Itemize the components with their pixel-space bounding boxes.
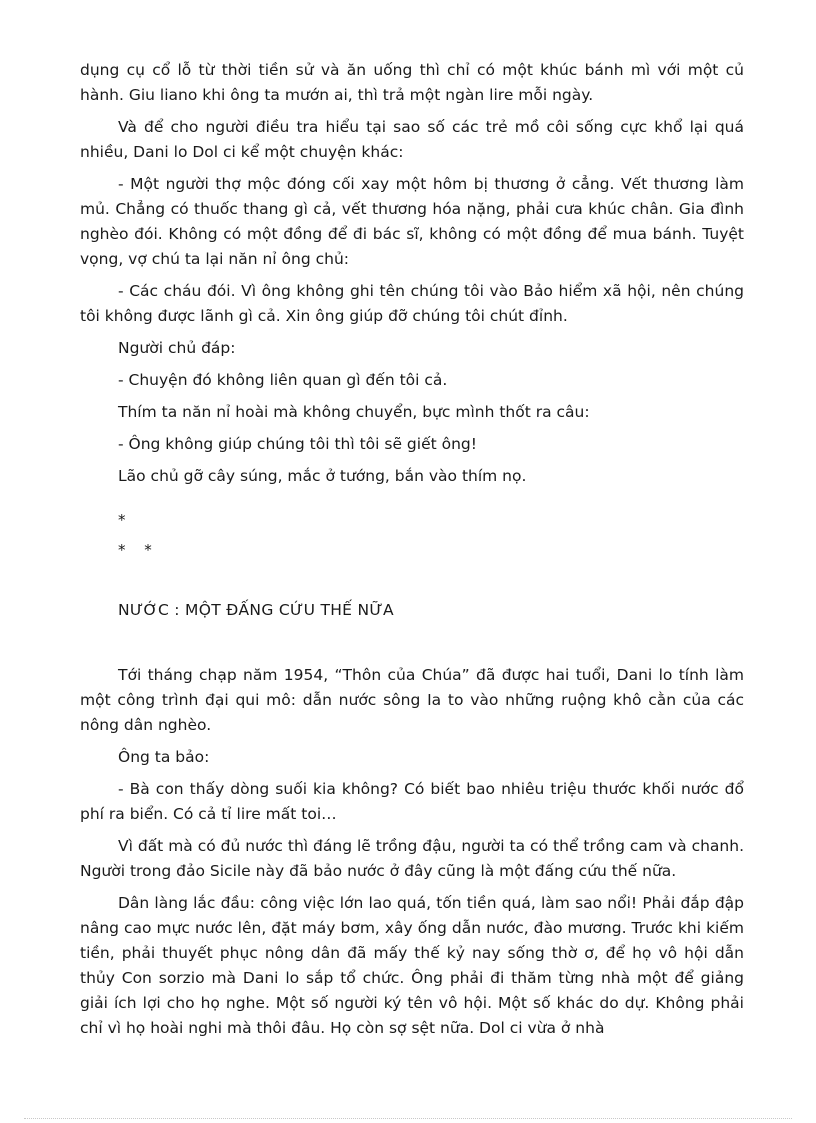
chapter-heading: NƯỚC : MỘT ĐẤNG CỨU THẾ NỮA	[118, 601, 394, 619]
paragraph: Ông ta bảo:	[118, 748, 210, 766]
page-bottom-divider	[24, 1118, 792, 1119]
separator-star: *	[118, 511, 126, 529]
dialogue-paragraph: - Chuyện đó không liên quan gì đến tôi cả.	[118, 371, 448, 389]
paragraph: Dân làng lắc đầu: công việc lớn lao quá, tốn tiền quá, làm sao nổi! Phải đắp đập nâng cao mực nước lên, đặt máy bơm, xây ống dẫn nước, đào mương. Trước khi kiếm tiền, phải thuyết phục nông dân đã mấy thế kỷ nay sống thờ ơ, để họ vô hội dẫn thủy Con sorzio mà Dani lo sắp tổ chức. Ông phải đi thăm từng nhà một để giảng giải ích lợi cho họ nghe. Một số người ký tên vô hội. Một số khác do dự. Không phải chỉ vì họ hoài nghi mà thôi đâu. Họ còn sợ sệt nữa. Dol ci vừa ở nhà	[80, 894, 744, 1037]
paragraph: Người chủ đáp:	[118, 339, 236, 357]
dialogue-paragraph: - Các cháu đói. Vì ông không ghi tên chúng tôi vào Bảo hiểm xã hội, nên chúng tôi không được lãnh gì cả. Xin ông giúp đỡ chúng tôi chút đỉnh.	[80, 282, 744, 325]
dialogue-paragraph: - Bà con thấy dòng suối kia không? Có biết bao nhiêu triệu thước khối nước đổ phí ra biển. Có cả tỉ lire mất toi…	[80, 780, 744, 823]
body-text-section-2	[80, 663, 744, 1048]
paragraph: Thím ta năn nỉ hoài mà không chuyển, bực mình thốt ra câu:	[118, 403, 590, 421]
body-text-section-1	[80, 58, 744, 496]
paragraph: Lão chủ gỡ cây súng, mắc ở tướng, bắn vào thím nọ.	[118, 467, 527, 485]
paragraph: Tới tháng chạp năm 1954, “Thôn của Chúa” đã được hai tuổi, Dani lo tính làm một công trình đại qui mô: dẫn nước sông Ia to vào những ruộng khô cằn của các nông dân nghèo.	[80, 666, 744, 734]
dialogue-paragraph: - Ông không giúp chúng tôi thì tôi sẽ giết ông!	[118, 435, 477, 453]
paragraph: Và để cho người điều tra hiểu tại sao số các trẻ mồ côi sống cực khổ lại quá nhiều, Dani lo Dol ci kể một chuyện khác:	[80, 118, 744, 161]
paragraph-continuation: dụng cụ cổ lỗ từ thời tiền sử và ăn uống thì chỉ có một khúc bánh mì với một củ hành. Giu liano khi ông ta mướn ai, thì trả một ngàn lire mỗi ngày.	[80, 61, 744, 104]
dialogue-paragraph: - Một người thợ mộc đóng cối xay một hôm bị thương ở cẳng. Vết thương làm mủ. Chẳng có thuốc thang gì cả, vết thương hóa nặng, phải cưa khúc chân. Gia đình nghèo đói. Không có một đồng để đi bác sĩ, không có một đồng để mua bánh. Tuyệt vọng, vợ chú ta lại năn nỉ ông chủ:	[80, 175, 744, 268]
paragraph: Vì đất mà có đủ nước thì đáng lẽ trồng đậu, người ta có thể trồng cam và chanh. Người trong đảo Sicile này đã bảo nước ở đây cũng là một đấng cứu thế nữa.	[80, 837, 744, 880]
separator-stars: * *	[118, 541, 152, 559]
